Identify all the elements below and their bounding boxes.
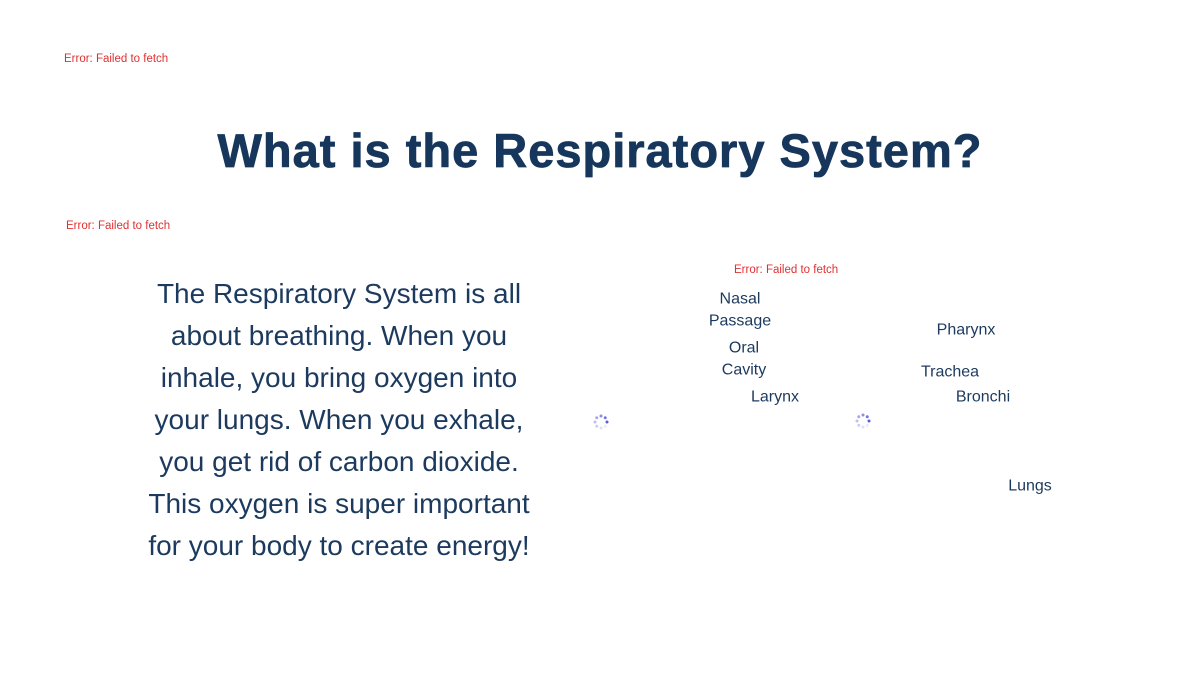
paragraph-line: inhale, you bring oxygen into: [160, 362, 518, 393]
loading-spinner-icon: [855, 413, 871, 429]
label-pharynx: Pharynx: [936, 321, 996, 339]
label-bronchi: Bronchi: [955, 388, 1011, 406]
fetch-error-message: Error: Failed to fetch: [64, 53, 169, 65]
paragraph-line: The Respiratory System is all: [156, 278, 522, 309]
paragraph-line: for your body to create energy!: [148, 530, 530, 561]
label-oral-cavity: Oral Cavity: [721, 339, 767, 378]
label-lungs: Lungs: [1008, 477, 1052, 495]
fetch-error-message: Error: Failed to fetch: [66, 220, 171, 232]
fetch-error-message: Error: Failed to fetch: [734, 264, 839, 276]
slide-title: What is the Respiratory System?: [217, 124, 983, 178]
paragraph-line: about breathing. When you: [170, 320, 508, 351]
label-trachea: Trachea: [920, 363, 980, 381]
label-larynx: Larynx: [750, 388, 800, 406]
label-nasal-passage: Nasal Passage: [708, 290, 772, 329]
paragraph-line: This oxygen is super important: [148, 488, 530, 519]
body-paragraph: [134, 273, 544, 567]
paragraph-line: you get rid of carbon dioxide.: [159, 446, 519, 477]
paragraph-line: your lungs. When you exhale,: [154, 404, 524, 435]
loading-spinner-icon: [593, 414, 609, 430]
